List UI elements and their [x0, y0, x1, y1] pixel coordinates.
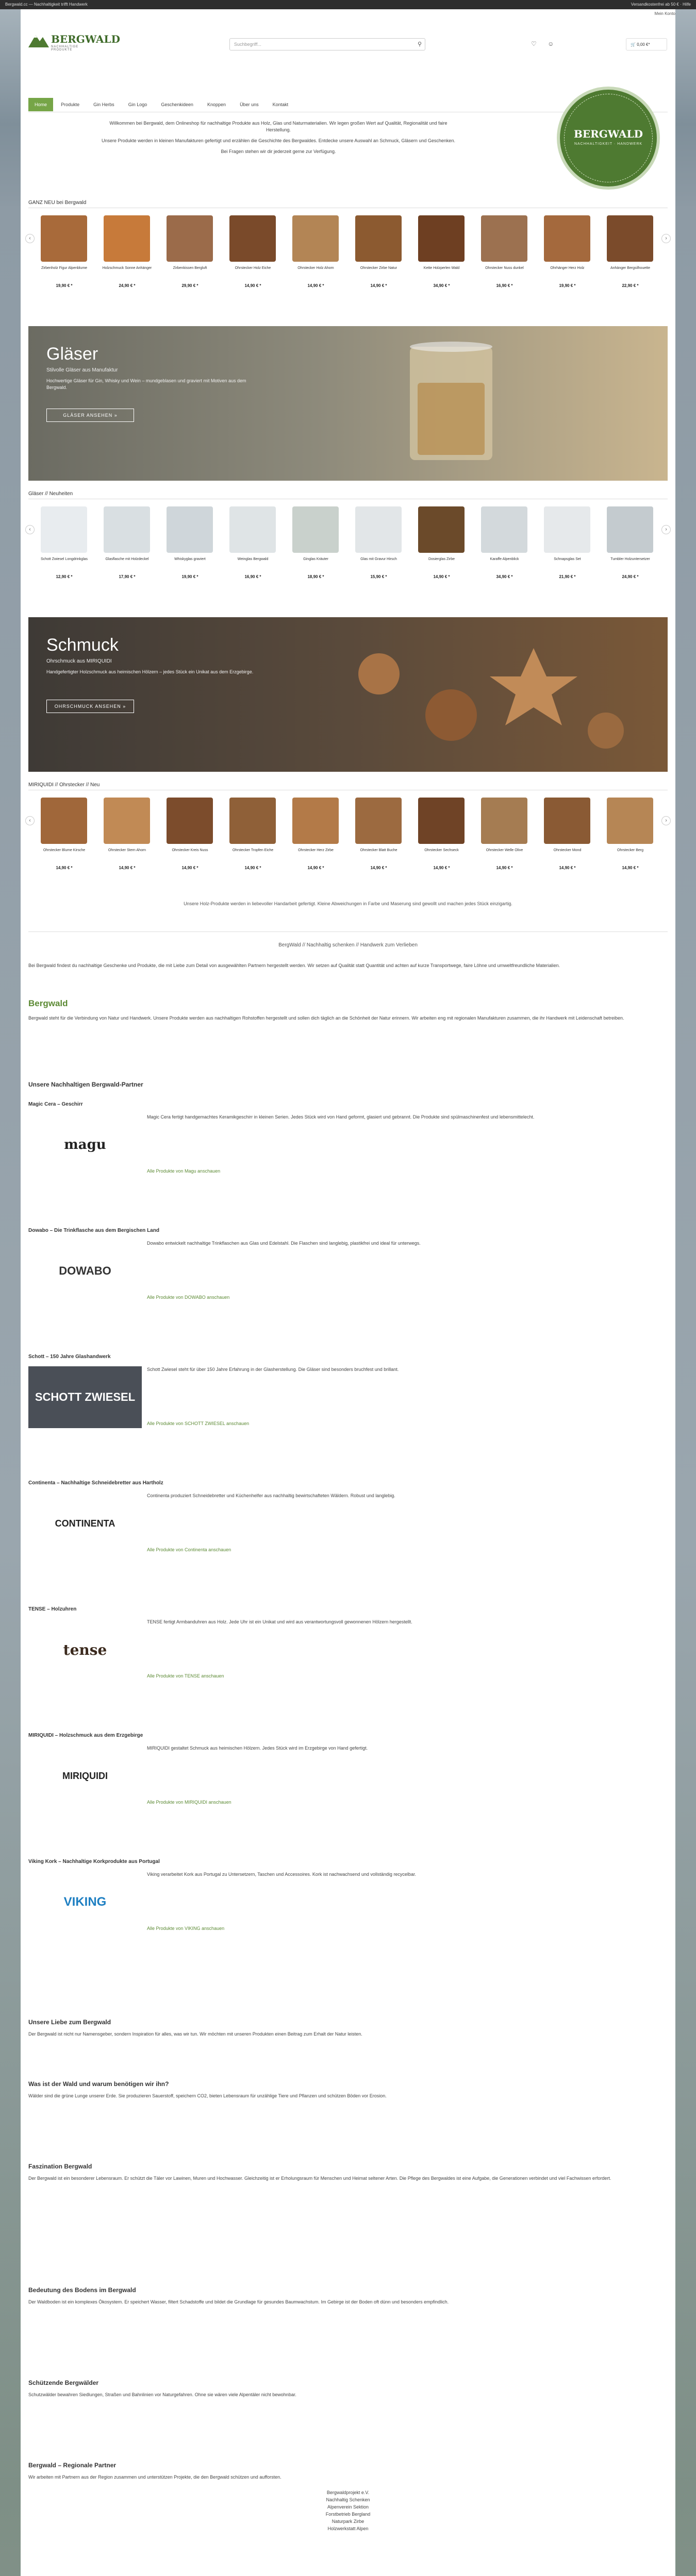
product-card[interactable] — [412, 506, 471, 589]
product-title[interactable]: Ohrstecker Zirbe Natur — [360, 266, 397, 270]
product-title[interactable]: Tumbler Holzuntersetzer — [610, 557, 650, 561]
regional-partner[interactable]: Bergwaldprojekt e.V. — [326, 2490, 370, 2495]
product-image[interactable] — [481, 506, 527, 553]
product-card[interactable] — [97, 215, 157, 298]
why-text: Wälder sind die grüne Lunge unserer Erde. Sie produzieren Sauerstoff, speichern CO2, bieten Lebensraum für unzählige Tiere und Pflanzen und schützen Böden vor Erosion. — [28, 2093, 387, 2098]
product-image[interactable] — [418, 798, 465, 844]
product-image[interactable] — [104, 798, 150, 844]
product-image[interactable] — [355, 798, 402, 844]
intro-p3: Bei Fragen stehen wir dir jederzeit gerne zur Verfügung. — [221, 149, 336, 154]
nav-home[interactable]: Home — [28, 98, 53, 111]
product-title[interactable]: Anhänger Bergsilhouette — [610, 266, 651, 270]
partner-logo[interactable]: CONTINENTA — [28, 1493, 142, 1554]
product-title[interactable]: Ohrstecker Kreis Nuss — [172, 849, 208, 852]
nav-gin-logo[interactable]: Gin Logo — [128, 102, 147, 107]
partner-name: Continenta – Nachhaltige Schneidebretter aus Hartholz — [28, 1480, 163, 1486]
tagline-text: Bei Bergwald findest du nachhaltige Geschenke und Produkte, die mit Liebe zum Detail von ausgewählten Partnern hergestellt werden. Wir setzen auf Qualität statt Quantität und achten auf kurze Transportwege, faire Löhne und umweltfreundliche Materialien. — [28, 963, 560, 968]
slider-next-icon[interactable]: › — [661, 525, 671, 534]
search-placeholder: Suchbegriff... — [234, 42, 261, 47]
product-image[interactable] — [292, 215, 339, 262]
partners-section — [28, 1081, 668, 1088]
product-image[interactable] — [167, 506, 213, 553]
product-slider-2 — [28, 506, 668, 589]
nav-knoppen[interactable]: Knoppen — [207, 102, 226, 107]
partner-item — [28, 1733, 668, 1854]
product-price: 34,90 € * — [496, 574, 513, 579]
partner-name: MIRIQUIDI – Holzschmuck aus dem Erzgebirge — [28, 1733, 143, 1738]
regional-partner[interactable]: Alpenverein Sektion — [327, 2504, 369, 2510]
product-price: 19,90 € * — [559, 283, 576, 288]
love-title: Unsere Liebe zum Bergwald — [28, 2019, 111, 2026]
partners-list — [28, 1101, 668, 1998]
search-input[interactable] — [229, 38, 425, 50]
product-price: 17,90 € * — [119, 574, 136, 579]
partner-logo[interactable]: tense — [28, 1619, 142, 1681]
product-price: 14,90 € * — [181, 866, 198, 870]
product-price: 14,90 € * — [56, 866, 73, 870]
product-image[interactable] — [355, 506, 402, 553]
regional-partner-list — [28, 2489, 668, 2532]
product-card[interactable] — [475, 215, 534, 298]
product-price: 22,90 € * — [622, 283, 639, 288]
product-image[interactable] — [167, 798, 213, 844]
product-price: 29,90 € * — [181, 283, 198, 288]
partner-logo[interactable]: magu — [28, 1114, 142, 1176]
regional-partner[interactable]: Nachhaltig Schenken — [326, 2497, 370, 2502]
love-text: Der Bergwald ist nicht nur Namensgeber, sondern Inspiration für alles, was wir tun. Wir möchten mit unseren Produkten einen Beitrag zum Erhalt der Natur leisten. — [28, 2031, 362, 2037]
block1-header — [28, 200, 668, 208]
wood-note: Unsere Holz-Produkte werden in liebevoller Handarbeit gefertigt. Kleine Abweichungen in Farbe und Maserung sind gewollt und machen jedes Stück einzigartig. — [184, 901, 512, 906]
product-card[interactable] — [538, 798, 597, 880]
regional-partner[interactable]: Holzwerkstatt Alpen — [327, 2526, 369, 2531]
product-image[interactable] — [104, 215, 150, 262]
product-title[interactable]: Ohrstecker Blatt Buche — [360, 849, 397, 852]
product-card[interactable] — [97, 506, 157, 589]
partner-text: Dowabo entwickelt nachhaltige Trinkflaschen aus Glas und Edelstahl. Die Flaschen sind langlebig, plastikfrei und ideal für unterwegs. — [147, 1241, 421, 1246]
product-image[interactable] — [544, 215, 590, 262]
slider-prev-icon[interactable]: ‹ — [25, 234, 35, 243]
why-title: Was ist der Wald und warum benötigen wir ihn? — [28, 2080, 169, 2088]
product-card[interactable] — [538, 215, 597, 298]
partner-text: Schott Zwiesel steht für über 150 Jahre Erfahrung in der Glasherstellung. Die Gläser sind besonders bruchfest und brillant. — [147, 1367, 399, 1372]
banner2-subtitle: Ohrschmuck aus MIRIQUIDI — [46, 658, 112, 664]
partner-text: TENSE fertigt Armbanduhren aus Holz. Jede Uhr ist ein Unikat und wird aus verantwortungsvoll gewonnenen Hölzern hergestellt. — [147, 1619, 412, 1624]
product-image[interactable] — [292, 798, 339, 844]
badge-sub: NACHHALTIGKEIT · HANDWERK — [574, 142, 643, 146]
heart-icon[interactable]: ♡ — [531, 40, 537, 47]
regional-title: Bergwald – Regionale Partner — [28, 2462, 117, 2469]
partner-text: Viking verarbeitet Kork aus Portugal zu Untersetzern, Taschen und Accessoires. Kork ist nachwachsend und vollständig recycelbar. — [147, 1872, 416, 1877]
partner-item — [28, 1228, 668, 1349]
jewelry-image — [317, 628, 652, 767]
product-image[interactable] — [104, 506, 150, 553]
product-title[interactable]: Glasflasche mit Holzdeckel — [105, 557, 149, 561]
product-title[interactable]: Ohrstecker Herz Zirbe — [298, 849, 334, 852]
header-icons — [531, 40, 563, 47]
product-image[interactable] — [544, 798, 590, 844]
divider — [28, 931, 668, 932]
partner-item — [28, 1606, 668, 1727]
banner2-title: Schmuck — [46, 635, 119, 655]
badge-title: BERGWALD — [574, 128, 643, 140]
cart-button[interactable] — [626, 38, 667, 50]
product-price: 14,90 € * — [559, 866, 576, 870]
product-image[interactable] — [607, 798, 653, 844]
header — [21, 9, 675, 87]
partner-link[interactable]: Alle Produkte von DOWABO anschauen — [147, 1295, 230, 1300]
partner-link[interactable]: Alle Produkte von MIRIQUIDI anschauen — [147, 1800, 231, 1805]
partner-text: Magic Cera fertigt handgemachtes Keramikgeschirr in kleinen Serien. Jedes Stück wird von Hand geformt, glasiert und gebrannt. Die Produkte sind spülmaschinenfest und lebensmittelecht. — [147, 1114, 535, 1120]
brand-name: BERGWALD — [51, 33, 120, 45]
nav-ueber-uns[interactable]: Über uns — [240, 102, 259, 107]
product-card[interactable] — [160, 798, 220, 880]
product-image[interactable] — [481, 798, 527, 844]
soil-title: Bedeutung des Bodens im Bergwald — [28, 2286, 136, 2294]
product-image[interactable] — [355, 215, 402, 262]
product-card[interactable] — [35, 506, 94, 589]
fascination-section — [28, 2163, 668, 2182]
product-title[interactable]: Ohrstecker Berg — [617, 849, 643, 852]
bergwald-title: Bergwald — [28, 998, 68, 1008]
partner-link[interactable]: Alle Produkte von Continenta anschauen — [147, 1547, 231, 1552]
mountain-icon — [28, 32, 49, 47]
bergwald-section — [28, 998, 668, 1022]
partners-title: Unsere Nachhaltigen Bergwald-Partner — [28, 1081, 143, 1088]
product-price: 15,90 € * — [370, 574, 387, 579]
product-price: 24,90 € * — [622, 574, 639, 579]
product-title[interactable]: Holzschmuck Sonne Anhänger — [102, 266, 152, 270]
partner-logo[interactable]: DOWABO — [28, 1240, 142, 1302]
brand-logo[interactable] — [28, 30, 120, 54]
product-image[interactable] — [607, 215, 653, 262]
product-title[interactable]: Ginglas Kräuter — [303, 557, 328, 561]
banner1-text: Hochwertige Gläser für Gin, Whisky und Wein – mundgeblasen und graviert mit Motiven aus dem Bergwald. — [46, 378, 246, 390]
top-bar-right: Versandkostenfrei ab 50 € · Hilfe — [631, 2, 691, 7]
slider-next-icon[interactable]: › — [661, 816, 671, 825]
top-bar — [0, 0, 696, 9]
soil-text: Der Waldboden ist ein komplexes Ökosystem. Er speichert Wasser, filtert Schadstoffe und bildet die Grundlage für gesundes Baumwachstum. Im Gebirge ist der Boden oft dünn und besonders empfindlich. — [28, 2299, 449, 2304]
product-image[interactable] — [41, 798, 87, 844]
glass-image — [389, 336, 544, 470]
partner-name: Schott – 150 Jahre Glashandwerk — [28, 1354, 111, 1360]
product-card[interactable] — [601, 506, 660, 589]
block1-title: GANZ NEU bei Bergwald — [28, 200, 668, 208]
product-card[interactable] — [349, 215, 408, 298]
regional-partner[interactable]: Naturpark Zirbe — [332, 2519, 364, 2524]
product-price: 16,90 € * — [244, 574, 261, 579]
block2-title: Gläser // Neuheiten — [28, 491, 668, 499]
product-image[interactable] — [418, 215, 465, 262]
product-image[interactable] — [167, 215, 213, 262]
product-price: 12,90 € * — [56, 574, 73, 579]
product-title[interactable]: Schnapsglas Set — [554, 557, 581, 561]
bergwald-badge — [557, 87, 660, 190]
partner-link[interactable]: Alle Produkte von VIKING anschauen — [147, 1926, 225, 1931]
regional-section — [28, 2462, 668, 2532]
soil-section — [28, 2286, 668, 2306]
product-card[interactable] — [35, 798, 94, 880]
product-price: 14,90 € * — [433, 866, 450, 870]
tagline: BergWald // Nachhaltig schenken // Handwerk zum Verlieben — [278, 942, 418, 948]
partner-name: Magic Cera – Geschirr — [28, 1101, 83, 1107]
product-image[interactable] — [229, 798, 276, 844]
product-title[interactable]: Zirbenkissen Bergluft — [173, 266, 207, 270]
slider-prev-icon[interactable]: ‹ — [25, 816, 35, 825]
product-title[interactable]: Karaffe Alpenblick — [490, 557, 519, 561]
product-title[interactable]: Ohrstecker Holz Ahorn — [297, 266, 334, 270]
love-section — [28, 2019, 668, 2038]
product-image[interactable] — [41, 506, 87, 553]
product-card[interactable] — [223, 215, 283, 298]
partner-item — [28, 1480, 668, 1601]
product-price: 21,90 € * — [559, 574, 576, 579]
product-price: 14,90 € * — [119, 866, 136, 870]
product-image[interactable] — [292, 506, 339, 553]
partner-text: MIRIQUIDI gestaltet Schmuck aus heimischen Hölzern. Jedes Stück wird im Erzgebirge von Hand gefertigt. — [147, 1745, 368, 1751]
nav-produkte[interactable]: Produkte — [61, 102, 80, 107]
slider-prev-icon[interactable]: ‹ — [25, 525, 35, 534]
account-link[interactable]: Mein Konto — [654, 11, 675, 16]
product-price: 14,90 € * — [244, 283, 261, 288]
product-card[interactable] — [160, 506, 220, 589]
product-card[interactable] — [286, 506, 345, 589]
protect-title: Schützende Bergwälder — [28, 2379, 99, 2386]
product-title[interactable]: Glas mit Gravur Hirsch — [360, 557, 397, 561]
partner-logo[interactable]: MIRIQUIDI — [28, 1745, 142, 1807]
product-title[interactable]: Schott Zwiesel Longdrinkglas — [40, 557, 88, 561]
product-card[interactable] — [538, 506, 597, 589]
banner1-button[interactable]: GLÄSER ANSEHEN » — [46, 409, 134, 422]
why-section — [28, 2080, 668, 2099]
search-icon[interactable]: ⚲ — [417, 41, 422, 47]
product-price: 24,90 € * — [119, 283, 136, 288]
cart-icon: 🛒 — [631, 42, 636, 47]
product-price: 18,90 € * — [307, 574, 324, 579]
regional-partner[interactable]: Forstbetrieb Bergland — [325, 2512, 371, 2517]
banner1-subtitle: Stilvolle Gläser aus Manufaktur — [46, 367, 118, 373]
partner-link[interactable]: Alle Produkte von Magu anschauen — [147, 1168, 221, 1174]
product-card[interactable] — [349, 506, 408, 589]
product-price: 19,90 € * — [181, 574, 198, 579]
product-title[interactable]: Whiskyglas graviert — [174, 557, 206, 561]
cart-total: 0,00 €* — [637, 42, 650, 47]
product-card[interactable] — [160, 215, 220, 298]
product-price: 14,90 € * — [244, 866, 261, 870]
product-card[interactable] — [475, 506, 534, 589]
product-price: 16,90 € * — [496, 283, 513, 288]
product-price: 14,90 € * — [622, 866, 639, 870]
partner-item — [28, 1101, 668, 1223]
product-title[interactable]: Ohrstecker Blume Kirsche — [43, 849, 86, 852]
partner-logo[interactable]: VIKING — [28, 1871, 142, 1933]
product-card[interactable] — [97, 798, 157, 880]
product-price: 14,90 € * — [433, 574, 450, 579]
product-price: 14,90 € * — [307, 283, 324, 288]
intro-p1: Willkommen bei Bergwald, dem Onlineshop für nachhaltige Produkte aus Holz, Glas und Naturmaterialien. Wir legen großen Wert auf Qualität, Regionalität und faire Herstellung. — [109, 121, 448, 132]
banner-schmuck — [28, 617, 668, 772]
product-slider-1 — [28, 215, 668, 298]
block2-header — [28, 491, 668, 499]
nav-gin-herbs[interactable]: Gin Herbs — [93, 102, 114, 107]
product-price: 14,90 € * — [496, 866, 513, 870]
top-bar-left: Bergwald.cc — Nachhaltigkeit trifft Handwerk — [5, 2, 88, 7]
brand-sub: NACHHALTIGE PRODUKTE — [51, 45, 79, 52]
product-price: 14,90 € * — [307, 866, 324, 870]
product-card[interactable] — [286, 798, 345, 880]
product-title[interactable]: Ohrstecker Tropfen Eiche — [232, 849, 274, 852]
product-card[interactable] — [601, 215, 660, 298]
product-title[interactable]: Zirbenholz Figur Alpenblume — [41, 266, 88, 270]
product-title[interactable]: Ohrstecker Welle Olive — [486, 849, 523, 852]
product-title[interactable]: Ohrstecker Sechseck — [424, 849, 459, 852]
page-container — [21, 9, 675, 2576]
partner-name: Dowabo – Die Trinkflasche aus dem Bergischen Land — [28, 1228, 159, 1233]
product-image[interactable] — [41, 215, 87, 262]
product-card[interactable] — [35, 215, 94, 298]
product-title[interactable]: Ohrhänger Herz Holz — [550, 266, 585, 270]
product-image[interactable] — [544, 506, 590, 553]
product-slider-3 — [28, 798, 668, 880]
product-image[interactable] — [229, 506, 276, 553]
user-icon[interactable]: ☺ — [548, 40, 554, 47]
block3-header — [28, 782, 668, 790]
product-card[interactable] — [412, 798, 471, 880]
product-image[interactable] — [418, 506, 465, 553]
product-card[interactable] — [601, 798, 660, 880]
fascination-text: Der Bergwald ist ein besonderer Lebensraum. Er schützt die Täler vor Lawinen, Muren und Hochwasser. Gleichzeitig ist er Erholungsraum für Menschen und Heimat seltener Arten. Die Pflege des Bergwaldes ist eine Aufgabe, die Generationen verbindet und viel Fachwissen erfordert. — [28, 2176, 611, 2181]
product-card[interactable] — [349, 798, 408, 880]
partner-item — [28, 1354, 668, 1475]
product-card[interactable] — [475, 798, 534, 880]
regional-text: Wir arbeiten mit Partnern aus der Region zusammen und unterstützen Projekte, die den Bergwald schützen und aufforsten. — [28, 2475, 281, 2480]
banner2-text: Handgefertigter Holzschmuck aus heimischen Hölzern – jedes Stück ein Unikat aus dem Erzgebirge. — [46, 669, 254, 674]
product-image[interactable] — [229, 215, 276, 262]
banner1-title: Gläser — [46, 344, 98, 364]
product-image[interactable] — [481, 215, 527, 262]
fascination-title: Faszination Bergwald — [28, 2163, 92, 2170]
partner-name: Viking Kork – Nachhaltige Korkprodukte aus Portugal — [28, 1859, 160, 1865]
product-card[interactable] — [223, 506, 283, 589]
product-title[interactable]: Ohrstecker Mond — [553, 849, 582, 852]
block3-title: MIRIQUIDI // Ohrstecker // Neu — [28, 782, 668, 790]
product-card[interactable] — [286, 215, 345, 298]
nav-geschenkideen[interactable]: Geschenkideen — [161, 102, 193, 107]
partner-name: TENSE – Holzuhren — [28, 1606, 77, 1612]
product-title[interactable]: Weinglas Bergwald — [237, 557, 269, 561]
partner-link[interactable]: Alle Produkte von SCHOTT ZWIESEL anschauen — [147, 1421, 250, 1426]
product-card[interactable] — [412, 215, 471, 298]
product-price: 14,90 € * — [370, 283, 387, 288]
product-price: 14,90 € * — [370, 866, 387, 870]
product-title[interactable]: Dosierglas Zirbe — [428, 557, 455, 561]
product-title[interactable]: Ohrstecker Stern Ahorn — [108, 849, 146, 852]
protect-text: Schutzwälder bewahren Siedlungen, Straßen und Bahnlinien vor Naturgefahren. Ohne sie wären viele Alpentäler nicht bewohnbar. — [28, 2392, 296, 2397]
partner-text: Continenta produziert Schneidebretter und Küchenhelfer aus nachhaltig bewirtschafteten Wäldern. Robust und langlebig. — [147, 1493, 395, 1498]
product-title[interactable]: Ohrstecker Holz Eiche — [235, 266, 271, 270]
slider-next-icon[interactable]: › — [661, 234, 671, 243]
product-image[interactable] — [607, 506, 653, 553]
bergwald-text: Bergwald steht für die Verbindung von Natur und Handwerk. Unsere Produkte werden aus nachhaltigen Rohstoffen hergestellt und sollen dich täglich an die Schönheit der Natur erinnern. Wir arbeiten eng mit regionalen Manufakturen zusammen, die ihr Handwerk mit Leidenschaft betreiben. — [28, 1015, 624, 1021]
partner-logo[interactable]: SCHOTT ZWIESEL — [28, 1366, 142, 1428]
product-title[interactable]: Ohrstecker Nuss dunkel — [485, 266, 524, 270]
protect-section — [28, 2379, 668, 2398]
product-title[interactable]: Kette Holzperlen Wald — [423, 266, 460, 270]
product-card[interactable] — [223, 798, 283, 880]
intro-p2: Unsere Produkte werden in kleinen Manufakturen gefertigt und erzählen die Geschichte des Bergwaldes. Entdecke unsere Auswahl an Schmuck, Gläsern und Geschenken. — [102, 138, 455, 143]
partner-link[interactable]: Alle Produkte von TENSE anschauen — [147, 1673, 224, 1679]
partner-item — [28, 1859, 668, 1980]
nav-kontakt[interactable]: Kontakt — [272, 102, 289, 107]
product-price: 34,90 € * — [433, 283, 450, 288]
banner-glaeser — [28, 326, 668, 481]
product-price: 19,90 € * — [56, 283, 73, 288]
banner2-button[interactable]: OHRSCHMUCK ANSEHEN » — [46, 700, 134, 713]
